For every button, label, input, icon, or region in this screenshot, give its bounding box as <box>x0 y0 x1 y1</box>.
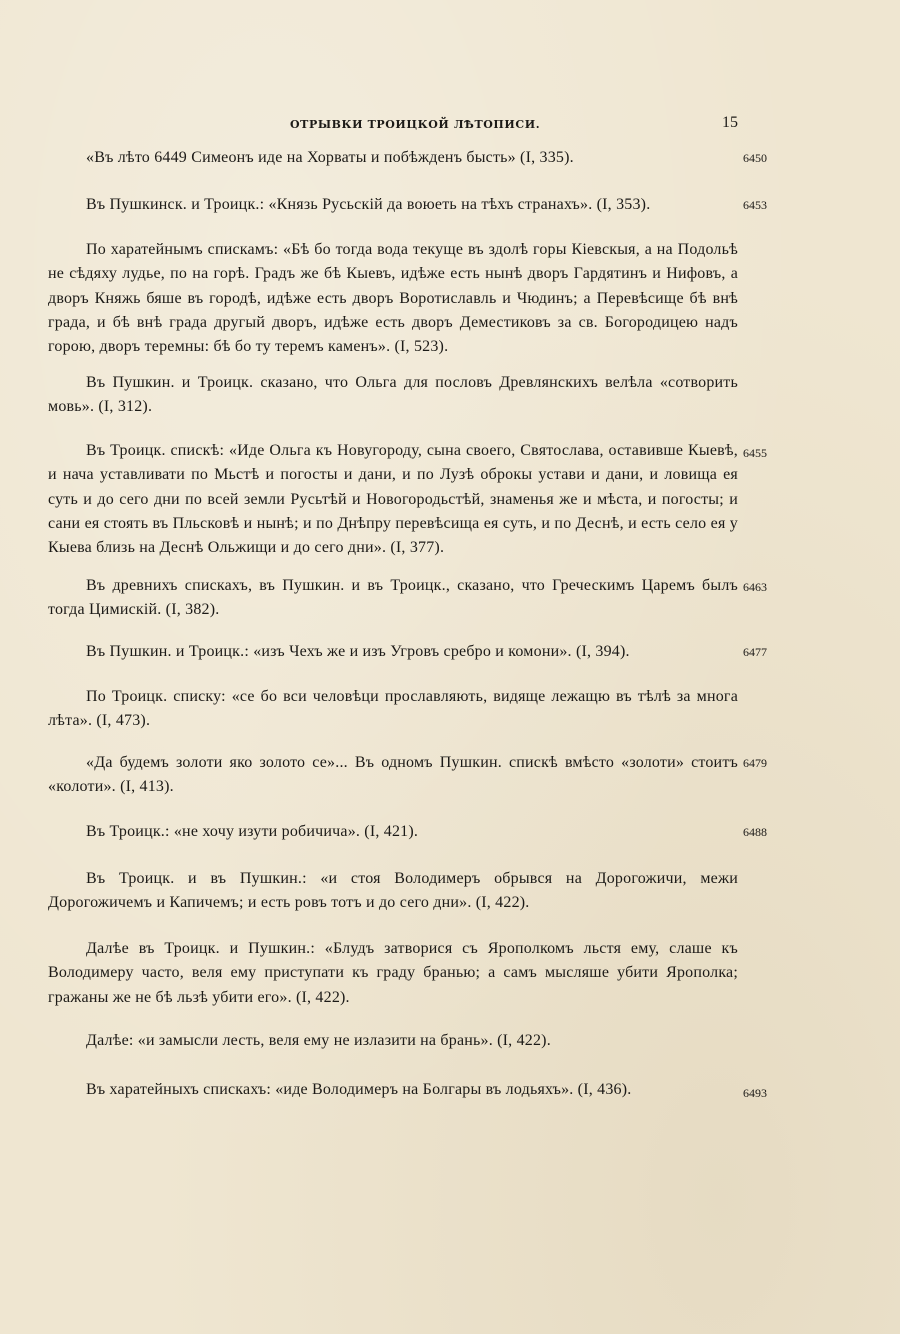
paragraph-4: Въ Пушкин. и Троицк. сказано, что Ольга для пословъ Древлянскихъ велѣла «сотворить мовь». (I, 312). <box>48 374 738 416</box>
year-marker-9: 6479 <box>743 756 767 770</box>
paragraph-1: «Въ лѣто 6449 Симеонъ иде на Хорваты и побѣжденъ бысть» (I, 335). <box>86 149 574 166</box>
running-head <box>0 114 900 134</box>
paragraph-2: Въ Пушкинск. и Троицк.: «Князь Русьскій да воюеть на тѣхъ странахъ». (I, 353). <box>86 196 651 213</box>
paragraph-6: Въ древнихъ спискахъ, въ Пушкин. и въ Троицк., сказано, что Греческимъ Царемъ былъ тогда Цимискій. (I, 382). <box>48 577 738 619</box>
paragraph-9: «Да будемъ золоти яко золото се»... Въ одномъ Пушкин. спискѣ вмѣсто «золоти» стоитъ «колоти». (I, 413). <box>48 754 738 796</box>
year-marker-5: 6455 <box>743 446 767 460</box>
paragraph-3: По харатейнымъ спискамъ: «Бѣ бо тогда вода текуще въ здолѣ горы Кіевскыя, а на Подольѣ не сѣдяху лудье, по на горѣ. Градъ же бѣ Кыевъ, идѣже есть нынѣ дворъ Гардятинъ и Нифовъ, а дворъ Княжь бяше въ городѣ, идѣже есть дворъ Воротиславль и Чюдинъ; а Перевѣсище бѣ внѣ града, и бѣ внѣ града другый дворъ, идѣже есть дворъ Деместиковъ за св. Богородицею надъ горою, дворъ теремны: бѣ бо ту теремъ каменъ». (I, 523). <box>48 241 738 356</box>
year-marker-14: 6493 <box>743 1086 767 1100</box>
year-marker-1: 6450 <box>743 151 767 165</box>
year-marker-2: 6453 <box>743 198 767 212</box>
year-marker-6: 6463 <box>743 580 767 594</box>
paragraph-14: Въ харатейныхъ спискахъ: «иде Володимеръ на Болгары въ лодьяхъ». (I, 436). <box>86 1081 632 1098</box>
paragraph-13: Далѣе: «и замысли лесть, веля ему не излазити на брань». (I, 422). <box>86 1032 551 1049</box>
paragraph-7: Въ Пушкин. и Троицк.: «изъ Чехъ же и изъ Угровъ сребро и комони». (I, 394). <box>86 643 630 660</box>
year-marker-7: 6477 <box>743 645 767 659</box>
paragraph-10: Въ Троицк.: «не хочу изути робичича». (I, 421). <box>86 823 419 840</box>
page-number: 15 <box>722 114 738 131</box>
running-title: ОТРЫВКИ ТРОИЦКОЙ ЛѢТОПИСИ. <box>290 118 541 131</box>
paragraph-11: Въ Троицк. и въ Пушкин.: «и стоя Володимеръ обрывся на Дорогожичи, межи Дорогожичемъ и Капичемъ; и есть ровъ тотъ и до сего дни». (I, 422). <box>48 870 738 912</box>
paragraph-8: По Троицк. списку: «се бо вси человѣци прославляють, видяще лежащю въ тѣлѣ за многа лѣта». (I, 473). <box>48 688 738 730</box>
paragraph-5: Въ Троицк. спискѣ: «Иде Ольга къ Новугороду, сына своего, Святослава, оставивше Кыевѣ, и нача уставливати по Мьстѣ и погосты и дани, и по Лузѣ оброкы устави и дани, и ловища ея суть и до сего дни по всей земли Русьтѣй и Новогородьстѣй, знаменья же и мѣста, и погосты; и сани ея стоять въ Пльсковѣ и нынѣ; и по Днѣпру перевѣсища ея суть, и по Деснѣ, и есть село ея у Кыева близь на Деснѣ Ольжищи и до сего дни». (I, 377). <box>48 442 738 557</box>
year-marker-10: 6488 <box>743 825 767 839</box>
paragraph-12: Далѣе въ Троицк. и Пушкин.: «Блудъ затворися съ Ярополкомъ льстя ему, слаше къ Володимеру часто, веля ему приступати къ граду бранью; а самъ мысляше убити Ярополка; гражаны же не бѣ льзѣ убити его». (I, 422). <box>48 940 738 1006</box>
